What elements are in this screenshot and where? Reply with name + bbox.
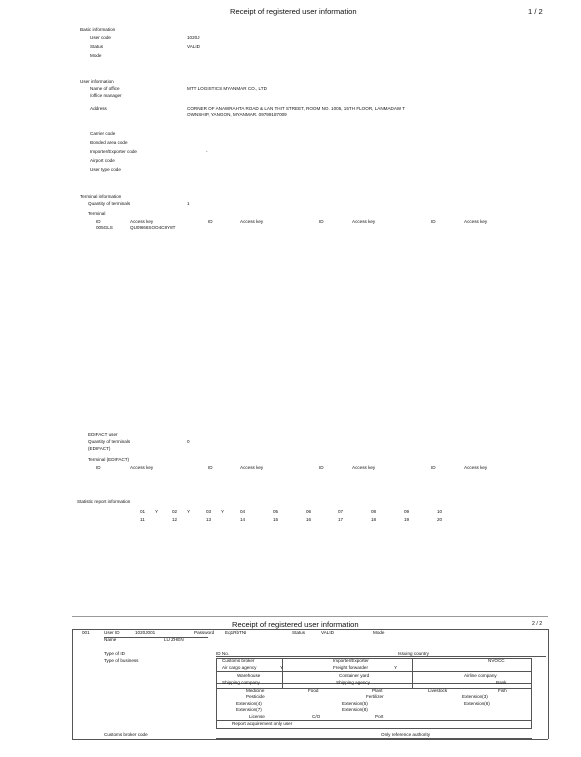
statistic-item-08: 08 bbox=[371, 509, 377, 514]
only-reference-authority: Only reference authority bbox=[381, 732, 431, 737]
terminal-key-header: Access key bbox=[130, 219, 154, 224]
edifact-id-header-2: ID bbox=[208, 465, 213, 470]
edifact-key-header-3: Access key bbox=[352, 465, 376, 470]
type-of-id-label: Type of ID bbox=[104, 651, 125, 656]
address-label: Address bbox=[90, 106, 107, 111]
carrier-code-label: Carrier code bbox=[90, 131, 116, 136]
office-label-2: /office manager bbox=[90, 93, 122, 98]
statistic-item-19: 19 bbox=[404, 517, 410, 522]
statistic-item-20: 20 bbox=[437, 517, 443, 522]
user-code-value: 1020J bbox=[187, 35, 200, 40]
password-value: Eq1RbTNI bbox=[225, 630, 247, 635]
statistic-item-07: 07 bbox=[338, 509, 344, 514]
statistic-item-12: 12 bbox=[172, 517, 178, 522]
edifact-qty-label-1: Quantity of terminals bbox=[88, 439, 131, 444]
edifact-qty-value: 0 bbox=[187, 439, 190, 444]
livestock: Livestock bbox=[428, 688, 448, 693]
bonded-area-label: Bonded area code bbox=[90, 140, 128, 145]
statistic-item-15: 15 bbox=[273, 517, 279, 522]
statistic-item-04: 04 bbox=[240, 509, 246, 514]
edifact-qty-label-2: (EDIFACT) bbox=[88, 446, 111, 451]
mode-label: Mode bbox=[90, 53, 102, 58]
terminal-info-heading: Terminal information bbox=[80, 194, 122, 199]
user-info-heading: User information bbox=[80, 79, 114, 84]
statistic-item-05: 05 bbox=[273, 509, 279, 514]
office-label-1: Name of office bbox=[90, 86, 120, 91]
extension-7: Extension(7) bbox=[236, 707, 262, 712]
statistic-item-13: 13 bbox=[206, 517, 212, 522]
warehouse: Warehouse bbox=[237, 673, 261, 678]
customs-broker-code-label: Customs broker code bbox=[104, 732, 148, 737]
edifact-key-header: Access key bbox=[130, 465, 154, 470]
address-line-1: CORNER OF ANAWRAHTA ROAD & LAN THIT STREET, ROOM NO. 1005, 15TH FLOOR, LANMADAW T bbox=[187, 106, 406, 111]
edifact-terminal-label: Terminal (EDIFACT) bbox=[88, 457, 130, 462]
fertilizer: Fertilizer bbox=[366, 694, 384, 699]
edifact-id-header: ID bbox=[96, 465, 101, 470]
statistic-item-09: 09 bbox=[404, 509, 410, 514]
terminal-key-value: QU09I66SOO4C8Y8T bbox=[130, 225, 176, 230]
statistic-item-14: 14 bbox=[240, 517, 246, 522]
statistic-heading: Statistic report information bbox=[77, 499, 131, 504]
container-yard: Container yard bbox=[339, 673, 370, 678]
name-label: Name bbox=[104, 637, 117, 642]
extension-3: Extension(3) bbox=[462, 694, 488, 699]
airport-code-label: Airport code bbox=[90, 158, 115, 163]
importer-exporter-label: Importer/Exporter code bbox=[90, 149, 137, 154]
statistic-item-01: 01 bbox=[140, 509, 146, 514]
statistic-item-03: 03 bbox=[206, 509, 212, 514]
statistic-item-16: 16 bbox=[306, 517, 312, 522]
edifact-id-header-3: ID bbox=[319, 465, 324, 470]
food: Food bbox=[308, 688, 319, 693]
importer-exporter: Importer/Exporter bbox=[333, 658, 369, 663]
terminal-key-header-3: Access key bbox=[352, 219, 376, 224]
page-number: 1 / 2 bbox=[528, 7, 543, 16]
extension-8: Extension(8) bbox=[342, 707, 368, 712]
airline-company: Airline company bbox=[464, 673, 497, 678]
extension-6: Extension(6) bbox=[464, 701, 490, 706]
edifact-key-header-2: Access key bbox=[240, 465, 264, 470]
terminal-id-header-3: ID bbox=[319, 219, 324, 224]
statistic-value-03: Y bbox=[221, 509, 225, 514]
terminal-qty-value: 1 bbox=[187, 201, 190, 206]
freight-forwarder: Freight forwarder bbox=[333, 665, 368, 670]
co: C/O bbox=[312, 714, 321, 719]
statistic-item-10: 10 bbox=[437, 509, 443, 514]
user-id-value: 1020J001 bbox=[135, 630, 156, 635]
shipping-agency: Shipping agency bbox=[336, 680, 370, 685]
row-number: 001 bbox=[82, 630, 90, 635]
status-label: Status bbox=[90, 44, 104, 49]
terminal-id-header-4: ID bbox=[431, 219, 436, 224]
port: Port bbox=[375, 714, 384, 719]
edifact-id-header-4: ID bbox=[431, 465, 436, 470]
statistic-item-17: 17 bbox=[338, 517, 344, 522]
type-of-business-label: Type of business bbox=[104, 658, 139, 663]
statistic-value-02: Y bbox=[187, 509, 191, 514]
mode-label-2: Mode bbox=[373, 630, 385, 635]
status-value-2: VALID bbox=[321, 630, 334, 635]
shipping-company: Shipping company bbox=[222, 680, 260, 685]
extension-4: Extension(4) bbox=[236, 701, 262, 706]
statistic-item-02: 02 bbox=[172, 509, 178, 514]
office-value: MTT LOGISTICS MYANMAR CO., LTD bbox=[187, 86, 267, 91]
statistic-item-11: 11 bbox=[140, 517, 145, 522]
air-cargo-value: Y bbox=[280, 665, 284, 670]
password-label: Password bbox=[194, 630, 215, 635]
medicine: Medicine bbox=[246, 688, 265, 693]
page2-title: Receipt of registered user information bbox=[232, 620, 359, 629]
air-cargo-agency: Air cargo agency bbox=[222, 665, 257, 670]
terminal-qty-label: Quantity of terminals bbox=[88, 201, 131, 206]
terminal-id-header: ID bbox=[96, 219, 101, 224]
user-type-label: User type code bbox=[90, 167, 121, 172]
page-title: Receipt of registered user information bbox=[230, 7, 357, 16]
pesticide: Pesticide bbox=[246, 694, 265, 699]
statistic-item-18: 18 bbox=[371, 517, 377, 522]
user-id-label: User ID bbox=[104, 630, 120, 635]
name-value: LU ZHEN bbox=[164, 637, 184, 642]
edifact-key-header-4: Access key bbox=[464, 465, 488, 470]
importer-exporter-value: - bbox=[206, 149, 208, 154]
extension-5: Extension(5) bbox=[342, 701, 368, 706]
terminal-id-header-2: ID bbox=[208, 219, 213, 224]
id-no-label: ID No. bbox=[216, 651, 230, 656]
statistic-item-06: 06 bbox=[306, 509, 312, 514]
issuing-country-label: Issuing country bbox=[398, 651, 429, 656]
plant: Plant bbox=[372, 688, 383, 693]
status-value: VALID bbox=[187, 44, 200, 49]
edifact-heading: EDIFACT user bbox=[88, 432, 118, 437]
terminal-label: Terminal bbox=[88, 211, 106, 216]
basic-info-heading: Basic information bbox=[80, 27, 116, 32]
nvocc: NVOCC bbox=[488, 658, 505, 663]
terminal-key-header-2: Access key bbox=[240, 219, 264, 224]
report-acquirement-only-user: Report acquirement only user bbox=[232, 721, 293, 726]
bank: Bank bbox=[496, 680, 507, 685]
customs-broker: Customs broker bbox=[222, 658, 255, 663]
statistic-value-01: Y bbox=[155, 509, 159, 514]
freight-value: Y bbox=[394, 665, 398, 670]
terminal-key-header-4: Access key bbox=[464, 219, 488, 224]
terminal-id-value: 005GLS bbox=[96, 225, 113, 230]
status-label-2: Status bbox=[292, 630, 306, 635]
address-line-2: OWNSHIP, YANGON, MYANMAR. 09799187009 bbox=[187, 112, 287, 117]
user-code-label: User code bbox=[90, 35, 111, 40]
license: License bbox=[249, 714, 265, 719]
page2-number: 2 / 2 bbox=[532, 621, 543, 627]
fish: Fish bbox=[498, 688, 507, 693]
